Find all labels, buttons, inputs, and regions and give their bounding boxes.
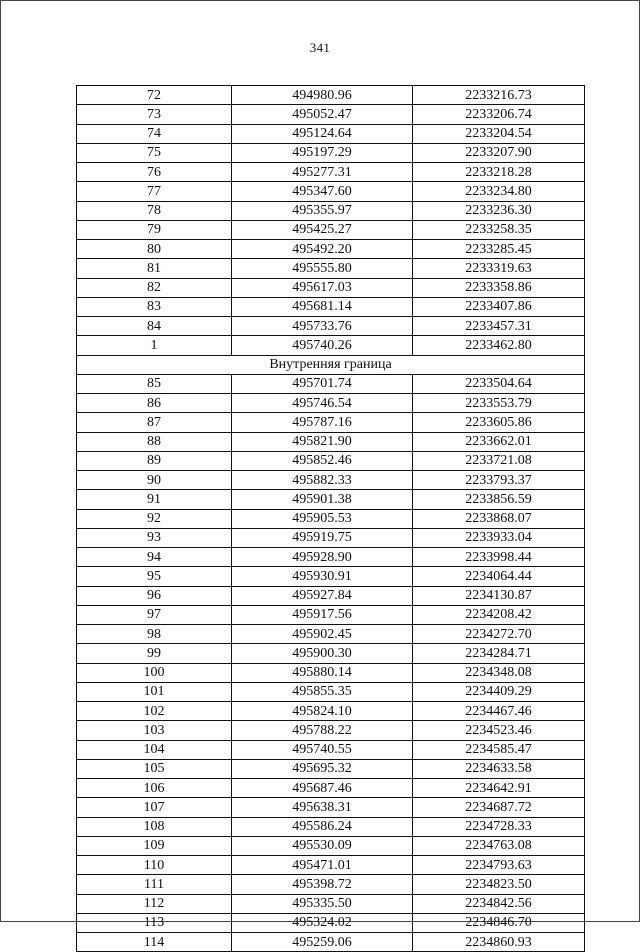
y-coordinate-cell: 2233204.54 [413, 124, 585, 143]
table-row [77, 817, 585, 836]
y-coordinate-cell: 2234409.29 [413, 682, 585, 701]
point-number-cell: 98 [77, 625, 232, 644]
point-number-cell: 86 [77, 394, 232, 413]
x-coordinate-cell: 495824.10 [232, 702, 413, 721]
point-number-cell: 78 [77, 201, 232, 220]
x-coordinate-cell: 495917.56 [232, 605, 413, 624]
point-number-cell: 87 [77, 413, 232, 432]
table-row [77, 490, 585, 509]
x-coordinate-cell: 495530.09 [232, 836, 413, 855]
x-coordinate-cell: 495701.74 [232, 374, 413, 393]
y-coordinate-cell: 2234842.56 [413, 894, 585, 913]
y-coordinate-cell: 2233868.07 [413, 509, 585, 528]
table-row [77, 779, 585, 798]
y-coordinate-cell: 2234763.08 [413, 836, 585, 855]
y-coordinate-cell: 2233207.90 [413, 143, 585, 162]
y-coordinate-cell: 2234064.44 [413, 567, 585, 586]
x-coordinate-cell: 495746.54 [232, 394, 413, 413]
x-coordinate-cell: 495324.02 [232, 913, 413, 932]
point-number-cell: 83 [77, 297, 232, 316]
table-row [77, 586, 585, 605]
table-row [77, 933, 585, 952]
y-coordinate-cell: 2233216.73 [413, 86, 585, 105]
x-coordinate-cell: 495617.03 [232, 278, 413, 297]
y-coordinate-cell: 2234793.63 [413, 856, 585, 875]
point-number-cell: 84 [77, 317, 232, 336]
coordinates-table-body [77, 86, 585, 952]
x-coordinate-cell: 495882.33 [232, 471, 413, 490]
table-row [77, 548, 585, 567]
point-number-cell: 110 [77, 856, 232, 875]
y-coordinate-cell: 2234284.71 [413, 644, 585, 663]
point-number-cell: 72 [77, 86, 232, 105]
table-row [77, 297, 585, 316]
table-row [77, 336, 585, 355]
point-number-cell: 91 [77, 490, 232, 509]
x-coordinate-cell: 495471.01 [232, 856, 413, 875]
table-row [77, 163, 585, 182]
y-coordinate-cell: 2234348.08 [413, 663, 585, 682]
table-row [77, 432, 585, 451]
point-number-cell: 104 [77, 740, 232, 759]
point-number-cell: 107 [77, 798, 232, 817]
y-coordinate-cell: 2234728.33 [413, 817, 585, 836]
x-coordinate-cell: 494980.96 [232, 86, 413, 105]
table-row [77, 278, 585, 297]
x-coordinate-cell: 495492.20 [232, 240, 413, 259]
table-row [77, 240, 585, 259]
table-row [77, 451, 585, 470]
coordinates-table [76, 85, 585, 952]
point-number-cell: 112 [77, 894, 232, 913]
x-coordinate-cell: 495880.14 [232, 663, 413, 682]
point-number-cell: 93 [77, 528, 232, 547]
y-coordinate-cell: 2233234.80 [413, 182, 585, 201]
x-coordinate-cell: 495052.47 [232, 105, 413, 124]
table-row [77, 528, 585, 547]
y-coordinate-cell: 2233358.86 [413, 278, 585, 297]
x-coordinate-cell: 495905.53 [232, 509, 413, 528]
table-row [77, 471, 585, 490]
x-coordinate-cell: 495586.24 [232, 817, 413, 836]
y-coordinate-cell: 2233553.79 [413, 394, 585, 413]
y-coordinate-cell: 2233407.86 [413, 297, 585, 316]
point-number-cell: 76 [77, 163, 232, 182]
x-coordinate-cell: 495277.31 [232, 163, 413, 182]
table-row [77, 836, 585, 855]
point-number-cell: 90 [77, 471, 232, 490]
point-number-cell: 73 [77, 105, 232, 124]
x-coordinate-cell: 495347.60 [232, 182, 413, 201]
y-coordinate-cell: 2233218.28 [413, 163, 585, 182]
y-coordinate-cell: 2234687.72 [413, 798, 585, 817]
y-coordinate-cell: 2233662.01 [413, 432, 585, 451]
y-coordinate-cell: 2233856.59 [413, 490, 585, 509]
x-coordinate-cell: 495335.50 [232, 894, 413, 913]
x-coordinate-cell: 495398.72 [232, 875, 413, 894]
table-row [77, 721, 585, 740]
x-coordinate-cell: 495821.90 [232, 432, 413, 451]
y-coordinate-cell: 2234633.58 [413, 759, 585, 778]
y-coordinate-cell: 2233457.31 [413, 317, 585, 336]
point-number-cell: 95 [77, 567, 232, 586]
table-row [77, 567, 585, 586]
x-coordinate-cell: 495900.30 [232, 644, 413, 663]
x-coordinate-cell: 495355.97 [232, 201, 413, 220]
x-coordinate-cell: 495928.90 [232, 548, 413, 567]
point-number-cell: 77 [77, 182, 232, 201]
table-row [77, 124, 585, 143]
table-row [77, 894, 585, 913]
table-row [77, 759, 585, 778]
table-row [77, 702, 585, 721]
x-coordinate-cell: 495852.46 [232, 451, 413, 470]
point-number-cell: 111 [77, 875, 232, 894]
point-number-cell: 80 [77, 240, 232, 259]
y-coordinate-cell: 2234130.87 [413, 586, 585, 605]
x-coordinate-cell: 495425.27 [232, 220, 413, 239]
x-coordinate-cell: 495124.64 [232, 124, 413, 143]
section-header-row [77, 355, 585, 374]
table-row [77, 86, 585, 105]
x-coordinate-cell: 495740.55 [232, 740, 413, 759]
point-number-cell: 81 [77, 259, 232, 278]
table-row [77, 413, 585, 432]
table-row [77, 509, 585, 528]
x-coordinate-cell: 495733.76 [232, 317, 413, 336]
x-coordinate-cell: 495902.45 [232, 625, 413, 644]
x-coordinate-cell: 495197.29 [232, 143, 413, 162]
point-number-cell: 85 [77, 374, 232, 393]
point-number-cell: 108 [77, 817, 232, 836]
x-coordinate-cell: 495788.22 [232, 721, 413, 740]
y-coordinate-cell: 2233206.74 [413, 105, 585, 124]
point-number-cell: 94 [77, 548, 232, 567]
x-coordinate-cell: 495555.80 [232, 259, 413, 278]
y-coordinate-cell: 2234642.91 [413, 779, 585, 798]
x-coordinate-cell: 495927.84 [232, 586, 413, 605]
table-row [77, 374, 585, 393]
point-number-cell: 105 [77, 759, 232, 778]
table-row [77, 317, 585, 336]
y-coordinate-cell: 2234523.46 [413, 721, 585, 740]
point-number-cell: 82 [77, 278, 232, 297]
table-row [77, 605, 585, 624]
table-row [77, 143, 585, 162]
x-coordinate-cell: 495787.16 [232, 413, 413, 432]
point-number-cell: 1 [77, 336, 232, 355]
table-row [77, 182, 585, 201]
x-coordinate-cell: 495930.91 [232, 567, 413, 586]
y-coordinate-cell: 2234208.42 [413, 605, 585, 624]
point-number-cell: 102 [77, 702, 232, 721]
y-coordinate-cell: 2233462.80 [413, 336, 585, 355]
x-coordinate-cell: 495687.46 [232, 779, 413, 798]
y-coordinate-cell: 2234585.47 [413, 740, 585, 759]
table-row [77, 201, 585, 220]
point-number-cell: 96 [77, 586, 232, 605]
x-coordinate-cell: 495740.26 [232, 336, 413, 355]
point-number-cell: 106 [77, 779, 232, 798]
table-row [77, 682, 585, 701]
point-number-cell: 74 [77, 124, 232, 143]
x-coordinate-cell: 495855.35 [232, 682, 413, 701]
x-coordinate-cell: 495901.38 [232, 490, 413, 509]
y-coordinate-cell: 2233258.35 [413, 220, 585, 239]
y-coordinate-cell: 2233721.08 [413, 451, 585, 470]
point-number-cell: 100 [77, 663, 232, 682]
y-coordinate-cell: 2233504.64 [413, 374, 585, 393]
y-coordinate-cell: 2234467.46 [413, 702, 585, 721]
table-row [77, 856, 585, 875]
point-number-cell: 97 [77, 605, 232, 624]
x-coordinate-cell: 495638.31 [232, 798, 413, 817]
point-number-cell: 114 [77, 933, 232, 952]
table-row [77, 913, 585, 932]
table-row [77, 625, 585, 644]
y-coordinate-cell: 2234846.70 [413, 913, 585, 932]
point-number-cell: 99 [77, 644, 232, 663]
table-row [77, 644, 585, 663]
point-number-cell: 113 [77, 913, 232, 932]
table-row [77, 394, 585, 413]
table-row [77, 798, 585, 817]
table-row [77, 220, 585, 239]
point-number-cell: 89 [77, 451, 232, 470]
y-coordinate-cell: 2233236.30 [413, 201, 585, 220]
y-coordinate-cell: 2233285.45 [413, 240, 585, 259]
y-coordinate-cell: 2233793.37 [413, 471, 585, 490]
point-number-cell: 75 [77, 143, 232, 162]
table-row [77, 875, 585, 894]
point-number-cell: 88 [77, 432, 232, 451]
x-coordinate-cell: 495681.14 [232, 297, 413, 316]
x-coordinate-cell: 495695.32 [232, 759, 413, 778]
section-title: Внутренняя граница [77, 355, 585, 374]
point-number-cell: 101 [77, 682, 232, 701]
point-number-cell: 109 [77, 836, 232, 855]
y-coordinate-cell: 2233605.86 [413, 413, 585, 432]
y-coordinate-cell: 2234823.50 [413, 875, 585, 894]
table-row [77, 663, 585, 682]
point-number-cell: 79 [77, 220, 232, 239]
page-number: 341 [309, 40, 331, 55]
table-row [77, 105, 585, 124]
point-number-cell: 103 [77, 721, 232, 740]
y-coordinate-cell: 2233998.44 [413, 548, 585, 567]
table-row [77, 259, 585, 278]
table-row [77, 740, 585, 759]
y-coordinate-cell: 2234272.70 [413, 625, 585, 644]
x-coordinate-cell: 495919.75 [232, 528, 413, 547]
x-coordinate-cell: 495259.06 [232, 933, 413, 952]
y-coordinate-cell: 2233319.63 [413, 259, 585, 278]
y-coordinate-cell: 2233933.04 [413, 528, 585, 547]
y-coordinate-cell: 2234860.93 [413, 933, 585, 952]
point-number-cell: 92 [77, 509, 232, 528]
